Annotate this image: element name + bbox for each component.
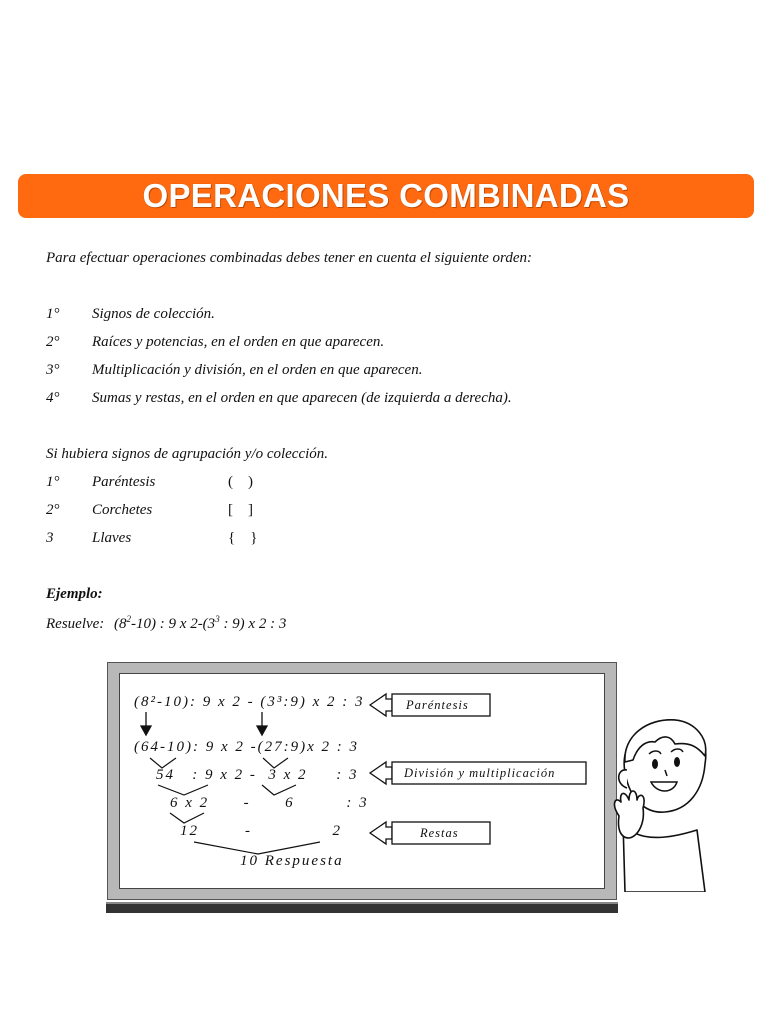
example-label: Ejemplo:: [46, 586, 103, 602]
order-number: 4°: [46, 390, 60, 406]
grouping-intro: Si hubiera signos de agrupación y/o colección.: [46, 446, 329, 462]
grouping-name: Corchetes: [92, 502, 153, 518]
order-item: Signos de colección.: [92, 306, 215, 322]
grouping-name: Llaves: [92, 530, 132, 546]
order-number: 1°: [46, 306, 60, 322]
board-line-2: (64-10): 9 x 2 -(27:9)x 2 : 3: [134, 739, 360, 755]
label-restas: Restas: [420, 826, 459, 840]
order-number: 2°: [46, 334, 60, 350]
order-item: Multiplicación y división, en el orden en que aparecen.: [92, 362, 423, 378]
grouping-symbol: ( ): [228, 474, 253, 490]
label-parentesis: Paréntesis: [406, 698, 469, 712]
order-item: Raíces y potencias, en el orden en que aparecen.: [92, 334, 385, 350]
grouping-number: 1°: [46, 474, 60, 490]
grouping-number: 3: [46, 530, 54, 546]
board-line-3: 54 : 9 x 2 - 3 x 2 : 3: [156, 767, 359, 783]
board-line-4: 6 x 2 - 6 : 3: [170, 795, 369, 811]
board-line-5: 12 - 2: [180, 823, 342, 839]
board-line-1: (8²-10): 9 x 2 - (3³:9) x 2 : 3: [134, 694, 365, 710]
page-title: OPERACIONES COMBINADAS: [142, 177, 630, 214]
grouping-name: Paréntesis: [92, 474, 156, 490]
boy-illustration-icon: [605, 712, 715, 892]
grouping-symbol: { }: [228, 530, 258, 546]
order-item: Sumas y restas, en el orden en que aparecen (de izquierda a derecha).: [92, 390, 512, 406]
resuelve-label: Resuelve:: [46, 616, 105, 632]
grouping-symbol: [ ]: [228, 502, 253, 518]
order-number: 3°: [46, 362, 60, 378]
grouping-number: 2°: [46, 502, 60, 518]
board-answer: 10 Respuesta: [240, 853, 344, 869]
expression: $(8^2-10)$ : 9 x $2-(3^3$ : 9) x 2 : 3: [114, 614, 287, 632]
label-division-multiplicacion: División y multiplicación: [404, 766, 556, 780]
intro-text: Para efectuar operaciones combinadas debes tener en cuenta el siguiente orden:: [46, 250, 532, 266]
